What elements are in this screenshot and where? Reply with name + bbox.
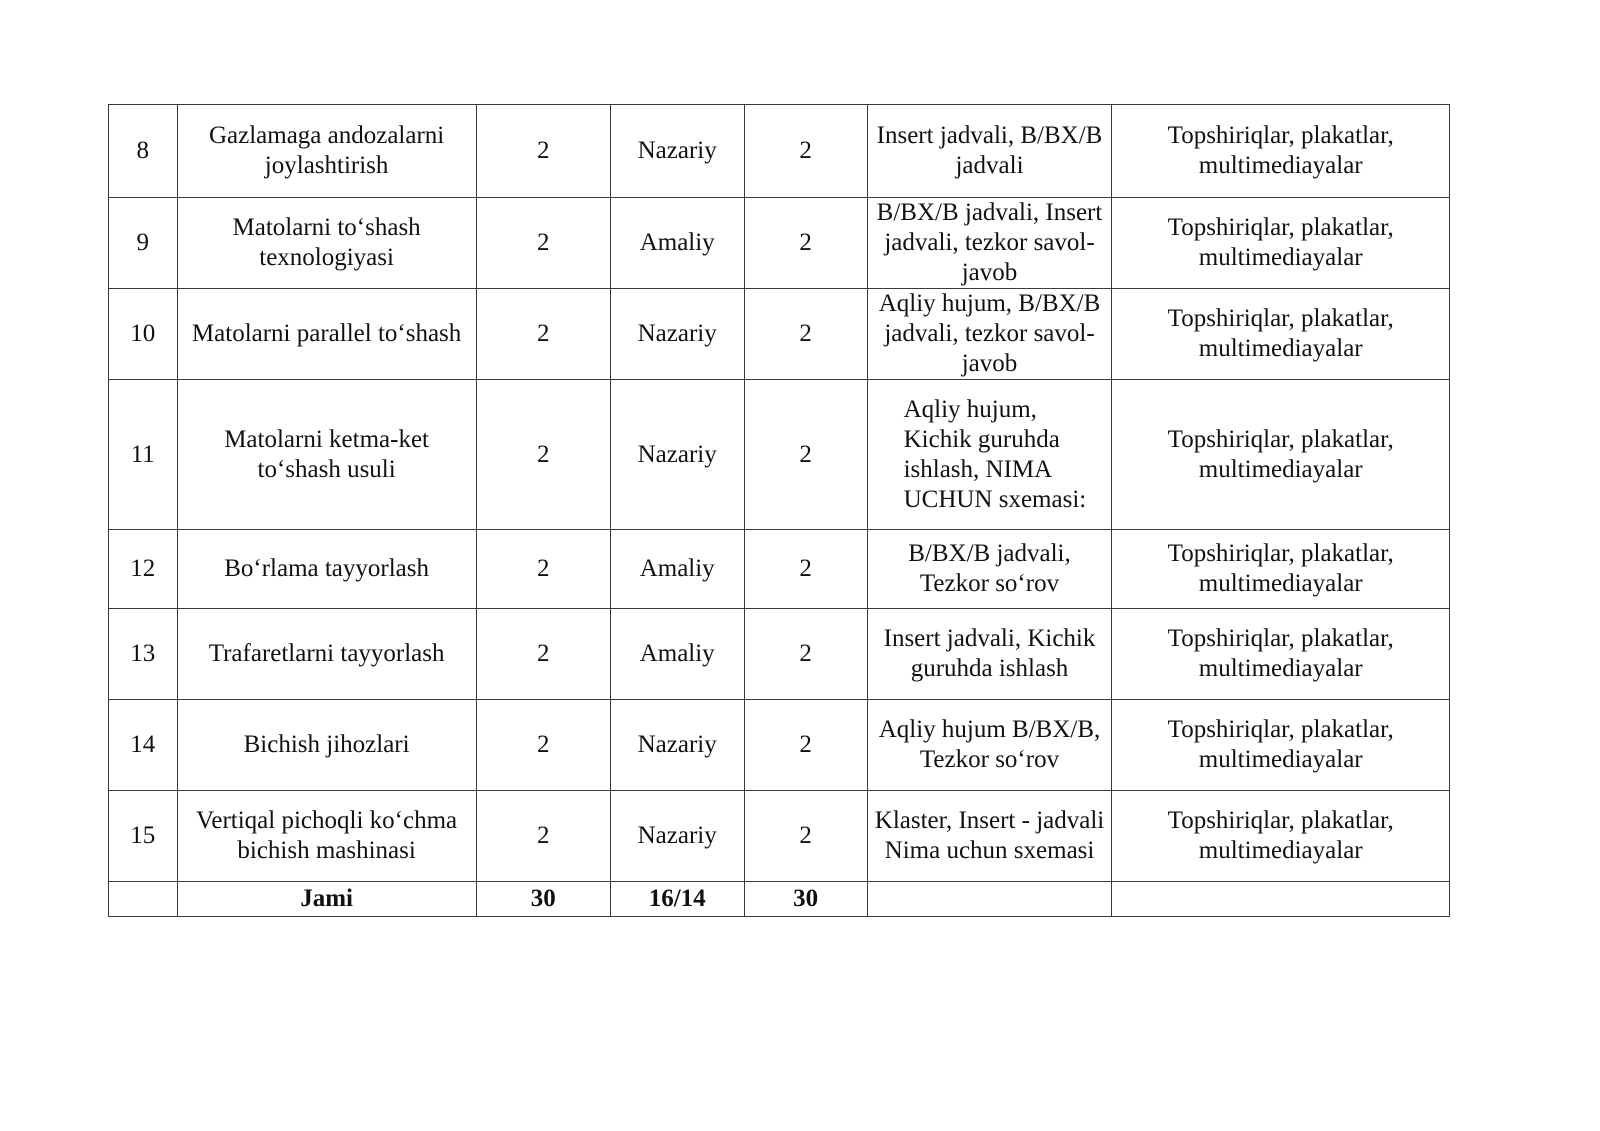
hours-cell: 2 [476, 530, 610, 609]
lesson-type-cell: Nazariy [610, 105, 744, 198]
hours-cell-2: 2 [744, 700, 867, 791]
methods-cell: Insert jadvali, B/BX/B jadvali [867, 105, 1112, 198]
row-number: 8 [109, 105, 178, 198]
total-empty-cell [867, 882, 1112, 917]
resources-cell [1112, 530, 1450, 609]
resources-cell [1112, 791, 1450, 882]
lesson-type-cell: Nazariy [610, 791, 744, 882]
resources-text: Topshiriqlar, plakatlar, multimediayalar [1167, 807, 1394, 864]
resources-cell [1112, 105, 1450, 198]
table-row [109, 380, 1450, 530]
hours-cell: 2 [476, 105, 610, 198]
row-number: 13 [109, 609, 178, 700]
total-empty-cell [109, 882, 178, 917]
resources-cell [1112, 700, 1450, 791]
hours-cell-2: 2 [744, 530, 867, 609]
resources-text: Topshiriqlar, plakatlar, multimediayalar [1167, 625, 1394, 682]
topic-cell: Vertiqal pichoqli ko‘chma bichish mashinasi [177, 791, 476, 882]
resources-text: Topshiriqlar, plakatlar, multimediayalar [1167, 214, 1394, 271]
table-row [109, 105, 1450, 198]
total-row [109, 882, 1450, 917]
resources-cell [1112, 289, 1450, 380]
topic-cell: Matolarni to‘shash texnologiyasi [177, 198, 476, 289]
hours-cell: 2 [476, 791, 610, 882]
resources-text: Topshiriqlar, plakatlar, multimediayalar [1167, 425, 1394, 483]
resources-text: Topshiriqlar, plakatlar, multimediayalar [1167, 540, 1394, 597]
hours-cell: 2 [476, 609, 610, 700]
methods-cell: B/BX/B jadvali, Tezkor so‘rov [867, 530, 1112, 609]
table-row [109, 198, 1450, 289]
lesson-plan-table [108, 104, 1450, 917]
methods-cell: Aqliy hujum, Kichik guruhda ishlash, NIMA UCHUN sxemasi: [867, 380, 1112, 530]
row-number: 9 [109, 198, 178, 289]
methods-cell: Klaster, Insert - jadvali Nima uchun sxemasi [867, 791, 1112, 882]
resources-cell [1112, 609, 1450, 700]
hours-cell: 2 [476, 198, 610, 289]
resources-text: Topshiriqlar, plakatlar, multimediayalar [1167, 305, 1394, 362]
row-number: 14 [109, 700, 178, 791]
topic-cell: Trafaretlarni tayyorlash [177, 609, 476, 700]
hours-cell-2: 2 [744, 289, 867, 380]
lesson-type-cell: Nazariy [610, 289, 744, 380]
table-row [109, 700, 1450, 791]
table-row [109, 609, 1450, 700]
hours-cell-2: 2 [744, 609, 867, 700]
document-page [108, 104, 1450, 917]
hours-cell-2: 2 [744, 105, 867, 198]
methods-cell: B/BX/B jadvali, Insert jadvali, tezkor savol-javob [867, 198, 1112, 289]
total-hours-2: 30 [744, 882, 867, 917]
methods-cell: Aqliy hujum B/BX/B, Tezkor so‘rov [867, 700, 1112, 791]
resources-cell [1112, 198, 1450, 289]
total-type-split: 16/14 [610, 882, 744, 917]
hours-cell-2: 2 [744, 380, 867, 530]
table-row [109, 791, 1450, 882]
row-number: 11 [109, 380, 178, 530]
total-empty-cell [1112, 882, 1450, 917]
methods-cell: Aqliy hujum, B/BX/B jadvali, tezkor savol-javob [867, 289, 1112, 380]
resources-cell [1112, 380, 1450, 530]
topic-cell: Bichish jihozlari [177, 700, 476, 791]
hours-cell-2: 2 [744, 791, 867, 882]
resources-text: Topshiriqlar, plakatlar, multimediayalar [1167, 716, 1394, 773]
hours-cell: 2 [476, 380, 610, 530]
methods-cell: Insert jadvali, Kichik guruhda ishlash [867, 609, 1112, 700]
topic-cell: Matolarni ketma-ket to‘shash usuli [177, 380, 476, 530]
lesson-type-cell: Amaliy [610, 609, 744, 700]
row-number: 12 [109, 530, 178, 609]
lesson-type-cell: Amaliy [610, 530, 744, 609]
hours-cell-2: 2 [744, 198, 867, 289]
row-number: 10 [109, 289, 178, 380]
resources-text: Topshiriqlar, plakatlar, multimediayalar [1167, 122, 1394, 179]
topic-cell: Matolarni parallel to‘shash [177, 289, 476, 380]
table-row [109, 530, 1450, 609]
hours-cell: 2 [476, 289, 610, 380]
topic-cell: Gazlamaga andozalarni joylashtirish [177, 105, 476, 198]
hours-cell: 2 [476, 700, 610, 791]
lesson-type-cell: Nazariy [610, 700, 744, 791]
lesson-type-cell: Nazariy [610, 380, 744, 530]
lesson-type-cell: Amaliy [610, 198, 744, 289]
topic-cell: Bo‘rlama tayyorlash [177, 530, 476, 609]
total-label: Jami [177, 882, 476, 917]
total-hours: 30 [476, 882, 610, 917]
row-number: 15 [109, 791, 178, 882]
table-row [109, 289, 1450, 380]
